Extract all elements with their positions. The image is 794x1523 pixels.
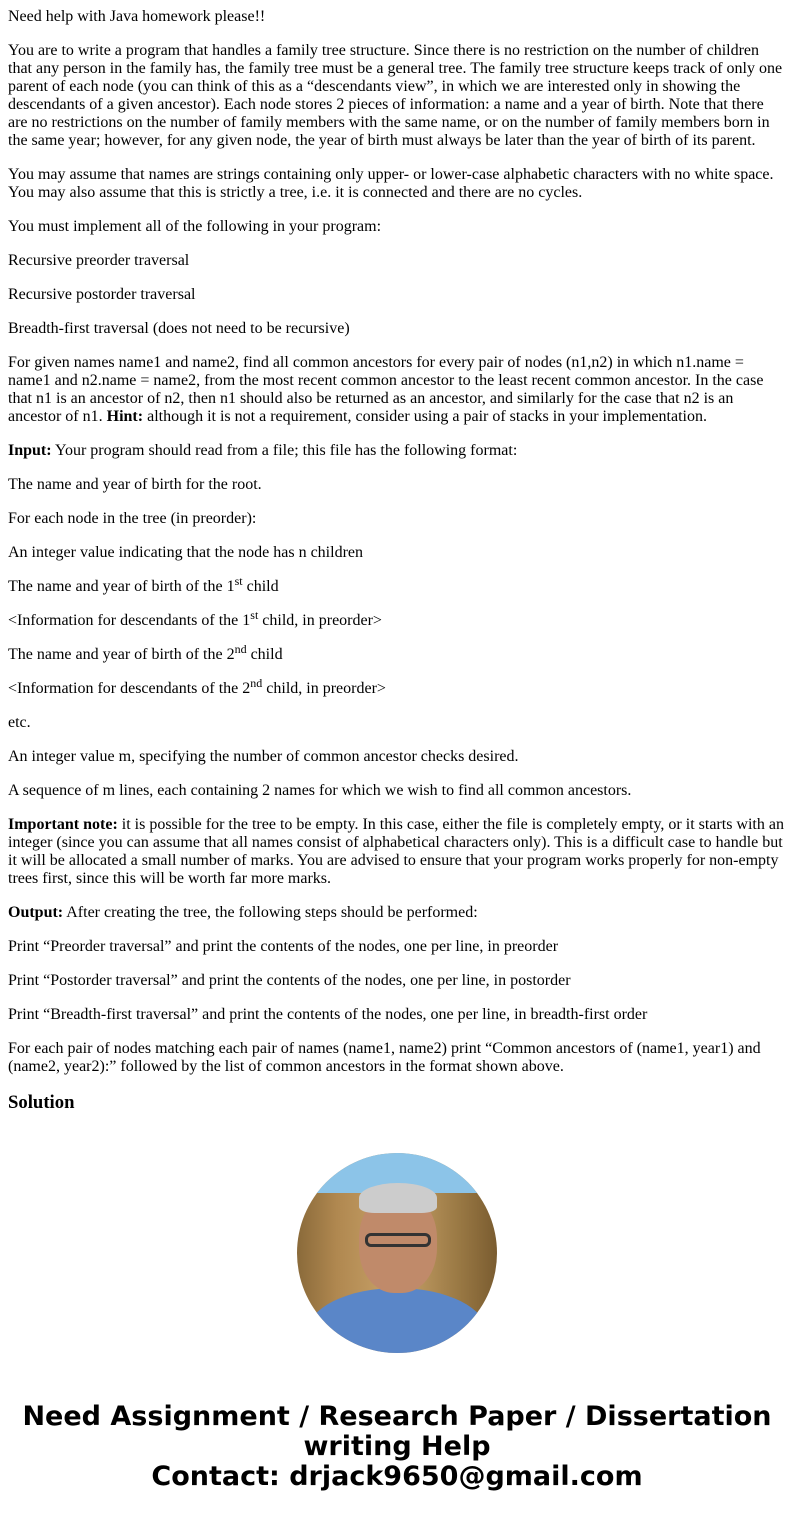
paragraph: Print “Postorder traversal” and print the contents of the nodes, one per line, in postorder xyxy=(8,972,571,989)
paragraph: Print “Breadth-first traversal” and print the contents of the nodes, one per line, in breadth-first order xyxy=(8,1006,648,1023)
paragraph xyxy=(8,574,786,596)
text: Your program should read from a file; this file has the following format: xyxy=(51,442,518,459)
text: it is possible for the tree to be empty. In this case, either the file is completely empty, or it starts with an integer (since you can assume that all names consist of alphabetical characters only). This is a difficult case to handle but it will be allocated a small number of marks. You are advised to ensure that your program works properly for non-empty trees first, since this will be worth far more marks. xyxy=(8,816,784,887)
text: although it is not a requirement, consider using a pair of stacks in your implementation. xyxy=(143,408,707,425)
promo-headline: Need Assignment / Research Paper / Dissertation writing Help xyxy=(22,1401,772,1462)
question-title: Need help with Java homework please!! xyxy=(8,8,266,25)
hint-label: Hint: xyxy=(106,408,144,425)
text: child, in preorder> xyxy=(262,680,386,697)
avatar-photo xyxy=(297,1153,497,1353)
paragraph: You may assume that names are strings containing only upper- or lower-case alphabetic characters with no white space. You may also assume that this is strictly a tree, i.e. it is connected and there are no cycles. xyxy=(8,166,774,201)
solution-heading: Solution xyxy=(8,1092,75,1113)
paragraph: Print “Preorder traversal” and print the contents of the nodes, one per line, in preorder xyxy=(8,938,559,955)
requirement-item: Breadth-first traversal (does not need to be recursive) xyxy=(8,320,350,337)
superscript: nd xyxy=(250,676,263,690)
paragraph: etc. xyxy=(8,714,31,731)
text: The name and year of birth of the 2 xyxy=(8,646,235,663)
text: child xyxy=(246,646,283,663)
paragraph xyxy=(8,608,786,630)
text: After creating the tree, the following steps should be performed: xyxy=(63,904,478,921)
text: child xyxy=(242,578,279,595)
text: child, in preorder> xyxy=(258,612,382,629)
paragraph: The name and year of birth for the root. xyxy=(8,476,262,493)
requirement-item xyxy=(8,354,786,426)
text: <Information for descendants of the 2 xyxy=(8,680,251,697)
input-section xyxy=(8,442,786,460)
superscript: st xyxy=(234,574,243,588)
text: For given names name1 and name2, find all common ancestors for every pair of nodes (n1,n2) in which n1.name = name1 and n2.name = name2, from the most recent common ancestor to the least recent common ancestor. In the case that n1 is an ancestor of n2, then n1 should also be returned as an ancestor, and similarly for the case that n2 is an ancestor of n1. xyxy=(8,354,764,425)
input-label: Input: xyxy=(8,442,52,459)
output-section xyxy=(8,904,786,922)
contact-line: Contact: drjack9650@gmail.com xyxy=(151,1461,643,1492)
superscript: st xyxy=(250,608,259,622)
paragraph: For each pair of nodes matching each pair of names (name1, name2) print “Common ancestors of (name1, year1) and (name2, year2):” followed by the list of common ancestors in the format shown above. xyxy=(8,1040,761,1075)
paragraph: For each node in the tree (in preorder): xyxy=(8,510,257,527)
important-note xyxy=(8,816,786,888)
important-label: Important note: xyxy=(8,816,118,833)
requirement-item: Recursive preorder traversal xyxy=(8,252,190,269)
text: <Information for descendants of the 1 xyxy=(8,612,251,629)
paragraph: An integer value m, specifying the number of common ancestor checks desired. xyxy=(8,748,519,765)
requirement-item: Recursive postorder traversal xyxy=(8,286,196,303)
paragraph: A sequence of m lines, each containing 2 names for which we wish to find all common ancestors. xyxy=(8,782,632,799)
paragraph: You must implement all of the following in your program: xyxy=(8,218,382,235)
paragraph xyxy=(8,642,786,664)
promo-footer xyxy=(0,1402,794,1492)
glasses-icon xyxy=(365,1233,431,1247)
text: The name and year of birth of the 1 xyxy=(8,578,235,595)
superscript: nd xyxy=(234,642,247,656)
paragraph: You are to write a program that handles a family tree structure. Since there is no restriction on the number of children that any person in the family has, the family tree must be a general tree. The family tree structure keeps track of only one parent of each node (you can think of this as a “descendants view”, in which we are interested only in showing the descendants of a given ancestor). Each node stores 2 pieces of information: a name and a year of birth. Note that there are no restrictions on the number of family members with the same name, or on the number of family members born in the same year; however, for any given node, the year of birth must always be later than the year of birth of its parent. xyxy=(8,42,783,149)
output-label: Output: xyxy=(8,904,64,921)
paragraph: An integer value indicating that the node has n children xyxy=(8,544,363,561)
paragraph xyxy=(8,676,786,698)
